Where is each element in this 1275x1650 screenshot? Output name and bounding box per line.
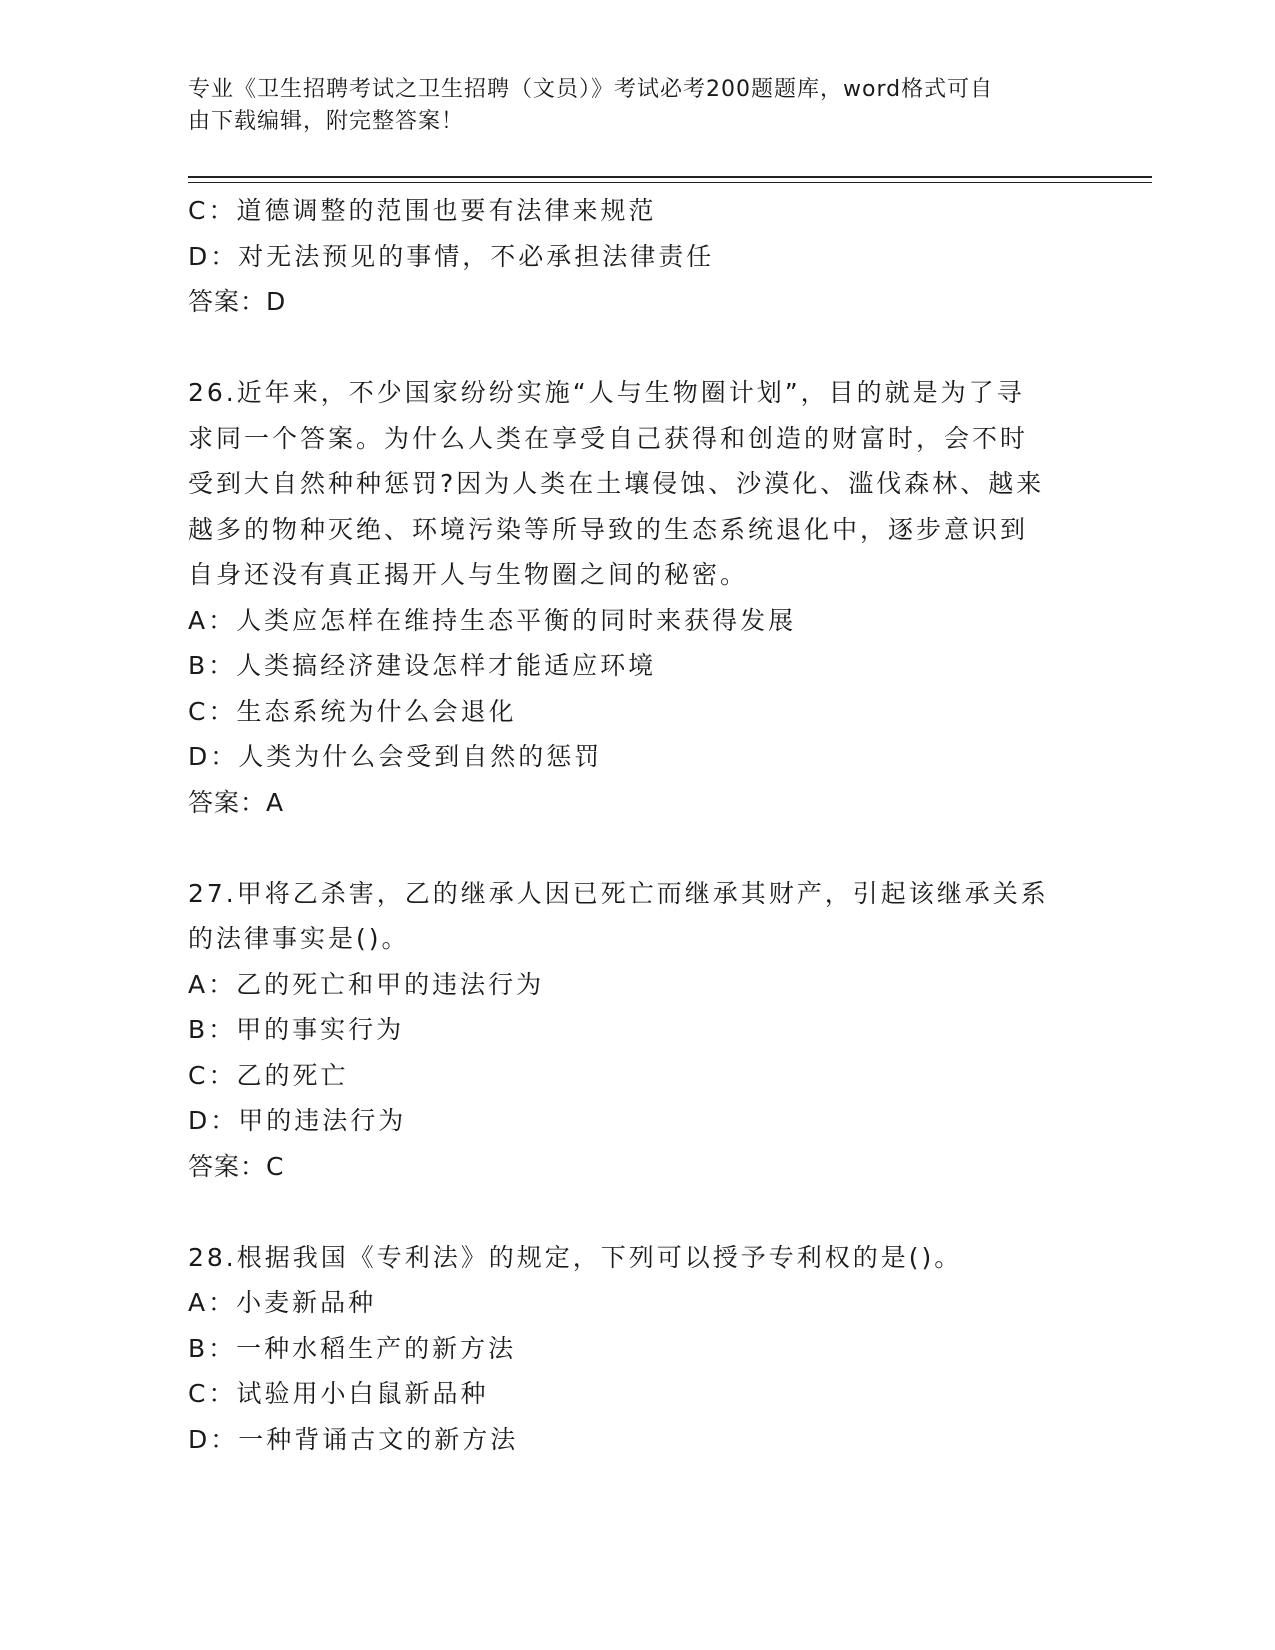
option-b: B：一种水稻生产的新方法 (188, 1333, 517, 1363)
question-text-line: 的法律事实是()。 (188, 924, 410, 953)
option-c: C：试验用小白鼠新品种 (188, 1379, 489, 1408)
answer-line: 答案：A (188, 787, 285, 817)
option-d: D：一种背诵古文的新方法 (188, 1424, 519, 1454)
question-content (188, 188, 1088, 1462)
option-d: D：人类为什么会受到自然的惩罚 (188, 742, 603, 771)
question-text-line: 27.甲将乙杀害，乙的继承人因已死亡而继承其财产，引起该继承关系 (188, 878, 1049, 908)
option-a: A：乙的死亡和甲的违法行为 (188, 969, 545, 999)
question-text-line: 28.根据我国《专利法》的规定，下列可以授予专利权的是()。 (188, 1242, 963, 1272)
header-title-line-2: 由下载编辑，附完整答案！ (188, 109, 465, 134)
answer-line: 答案：C (188, 1151, 285, 1181)
question-text-line: 越多的物种灭绝、环境污染等所导致的生态系统退化中，逐步意识到 (188, 514, 1029, 544)
question-26 (188, 370, 1088, 825)
option-b: B：人类搞经济建设怎样才能适应环境 (188, 651, 657, 680)
question-text-line: 受到大自然种种惩罚?因为人类在土壤侵蚀、沙漠化、滥伐森林、越来 (188, 469, 1045, 498)
question-27 (188, 871, 1088, 1190)
header-title-line-1: 专业《卫生招聘考试之卫生招聘（文员）》考试必考200题题库，word格式可自 (188, 77, 994, 102)
option-b: B：甲的事实行为 (188, 1015, 405, 1044)
header-divider-thick (188, 176, 1152, 178)
option-c: C：道德调整的范围也要有法律来规范 (188, 196, 657, 225)
option-d: D：甲的违法行为 (188, 1106, 407, 1135)
question-text-line: 26.近年来，不少国家纷纷实施“人与生物圈计划”，目的就是为了寻 (188, 378, 1025, 407)
option-c: C：乙的死亡 (188, 1060, 349, 1090)
option-a: A：人类应怎样在维持生态平衡的同时来获得发展 (188, 605, 797, 635)
option-d: D：对无法预见的事情，不必承担法律责任 (188, 241, 715, 271)
question-28 (188, 1235, 1088, 1463)
document-header (188, 74, 1068, 138)
option-c: C：生态系统为什么会退化 (188, 696, 517, 726)
question-text-line: 自身还没有真正揭开人与生物圈之间的秘密。 (188, 560, 749, 589)
question-text-line: 求同一个答案。为什么人类在享受自己获得和创造的财富时，会不时 (188, 423, 1029, 453)
question-25-tail (188, 188, 1088, 325)
answer-line: 答案：D (188, 287, 287, 316)
header-divider-thin (188, 182, 1152, 183)
option-a: A：小麦新品种 (188, 1288, 377, 1317)
